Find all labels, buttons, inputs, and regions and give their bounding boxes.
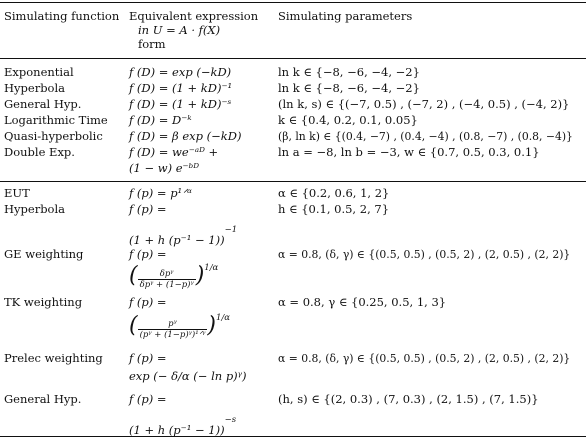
row-log-time-params: k ∈ {0.4, 0.2, 0.1, 0.05}	[278, 113, 418, 127]
header-equivalent-form: in U = A · f(X)	[138, 23, 221, 37]
row-general-hyp-d-expr: f (D) = (1 + kD)⁻ˢ	[129, 97, 232, 111]
row-general-hyp-p-name: General Hyp.	[4, 392, 82, 406]
row-prelec-weighting-params: α = 0.8, (δ, γ) ∈ {(0.5, 0.5) , (0.5, 2) , (2, 0.5) , (2, 2)}	[278, 352, 571, 365]
mid-rule	[0, 181, 586, 182]
row-prelec-weighting-expr-cont: exp (− δ/α (− ln p)ᵞ)	[129, 369, 247, 383]
row-eut-name: EUT	[4, 186, 30, 200]
row-hyperbola-p-params: h ∈ {0.1, 0.5, 2, 7}	[278, 202, 390, 216]
row-tk-weighting-params: α = 0.8, γ ∈ {0.25, 0.5, 1, 3}	[278, 295, 447, 309]
row-double-exp-expr: f (D) = we⁻ᵃᴰ +	[129, 145, 219, 159]
row-hyperbola-expr: f (D) = (1 + kD)⁻¹	[129, 81, 233, 95]
row-hyperbola-p-expr: f (p) =	[129, 202, 167, 216]
row-general-hyp-p-exponent: −s	[224, 415, 237, 425]
row-double-exp-params: ln a = −8, ln b = −3, w ∈ {0.7, 0.5, 0.3, 0.1}	[278, 145, 540, 159]
row-hyperbola-p-expr-cont	[129, 224, 237, 247]
row-hyperbola-name: Hyperbola	[4, 81, 66, 95]
row-exponential-expr: f (D) = exp (−kD)	[129, 65, 232, 79]
ge-frac-num: δpᵞ	[159, 268, 174, 279]
header-simulating-function: Simulating function	[4, 9, 120, 23]
row-hyperbola-p-exponent: −1	[224, 225, 238, 235]
row-exponential-params: ln k ∈ {−8, −6, −4, −2}	[278, 65, 420, 79]
row-log-time-name: Logarithmic Time	[4, 113, 108, 127]
row-eut-expr: f (p) = p¹ᐟᵅ	[129, 186, 192, 200]
top-rule	[0, 2, 586, 3]
row-double-exp-expr-cont: (1 − w) e⁻ᵇᴰ	[129, 161, 200, 175]
row-tk-weighting-fraction: ( $\frac{\text{pᵞ}}{\text{(pᵞ + (1−p)ᵞ)¹ᐟᵞ}}$ )$^{1/\alpha}$	[129, 313, 231, 340]
row-general-hyp-d-name: General Hyp.	[4, 97, 82, 111]
row-tk-weighting-expr: f (p) =	[129, 295, 167, 309]
row-ge-weighting-fraction: ( $\frac{\text{δpᵞ}}{\text{δpᵞ + (1−p)ᵞ}}$ )$^{1/\alpha}$	[129, 263, 219, 290]
header-equivalent-expression: Equivalent expression	[129, 9, 259, 23]
row-ge-weighting-name: GE weighting	[4, 247, 84, 261]
row-tk-weighting-name: TK weighting	[4, 295, 83, 309]
header-simulating-parameters: Simulating parameters	[278, 9, 413, 23]
row-quasi-hyperbolic-name: Quasi-hyperbolic	[4, 129, 103, 143]
row-general-hyp-p-expr-body: (1 + h (p⁻¹ − 1))	[129, 423, 225, 437]
row-general-hyp-p-expr: f (p) =	[129, 392, 167, 406]
ge-exponent: 1/α	[204, 263, 219, 273]
row-exponential-name: Exponential	[4, 65, 74, 79]
row-general-hyp-p-expr-cont	[129, 414, 236, 437]
row-log-time-expr: f (D) = D⁻ᵏ	[129, 113, 192, 127]
tk-frac-den: (pᵞ + (1−p)ᵞ)¹ᐟᵞ	[139, 329, 206, 340]
row-quasi-hyperbolic-params: (β, ln k) ∈ {(0.4, −7) , (0.4, −4) , (0.8, −7) , (0.8, −4)}	[278, 130, 573, 143]
header-form: form	[138, 37, 166, 51]
row-general-hyp-p-params: (h, s) ∈ {(2, 0.3) , (7, 0.3) , (2, 1.5) , (7, 1.5)}	[278, 392, 539, 406]
row-ge-weighting-params: α = 0.8, (δ, γ) ∈ {(0.5, 0.5) , (0.5, 2) , (2, 0.5) , (2, 2)}	[278, 248, 571, 261]
ge-frac-den: δpᵞ + (1−p)ᵞ	[139, 279, 194, 290]
row-hyperbola-p-name: Hyperbola	[4, 202, 66, 216]
header-rule	[0, 58, 586, 59]
row-eut-params: α ∈ {0.2, 0.6, 1, 2}	[278, 186, 390, 200]
tk-frac-num: pᵞ	[168, 318, 177, 329]
row-prelec-weighting-name: Prelec weighting	[4, 351, 103, 365]
row-ge-weighting-expr: f (p) =	[129, 247, 167, 261]
row-general-hyp-d-params: (ln k, s) ∈ {(−7, 0.5) , (−7, 2) , (−4, 0.5) , (−4, 2)}	[278, 97, 570, 111]
row-prelec-weighting-expr: f (p) =	[129, 351, 167, 365]
bottom-rule	[0, 436, 586, 437]
row-quasi-hyperbolic-expr: f (D) = β exp (−kD)	[129, 129, 242, 143]
row-double-exp-name: Double Exp.	[4, 145, 75, 159]
row-hyperbola-params: ln k ∈ {−8, −6, −4, −2}	[278, 81, 420, 95]
tk-exponent: 1/α	[216, 313, 231, 323]
row-hyperbola-p-expr-body: (1 + h (p⁻¹ − 1))	[129, 233, 225, 247]
